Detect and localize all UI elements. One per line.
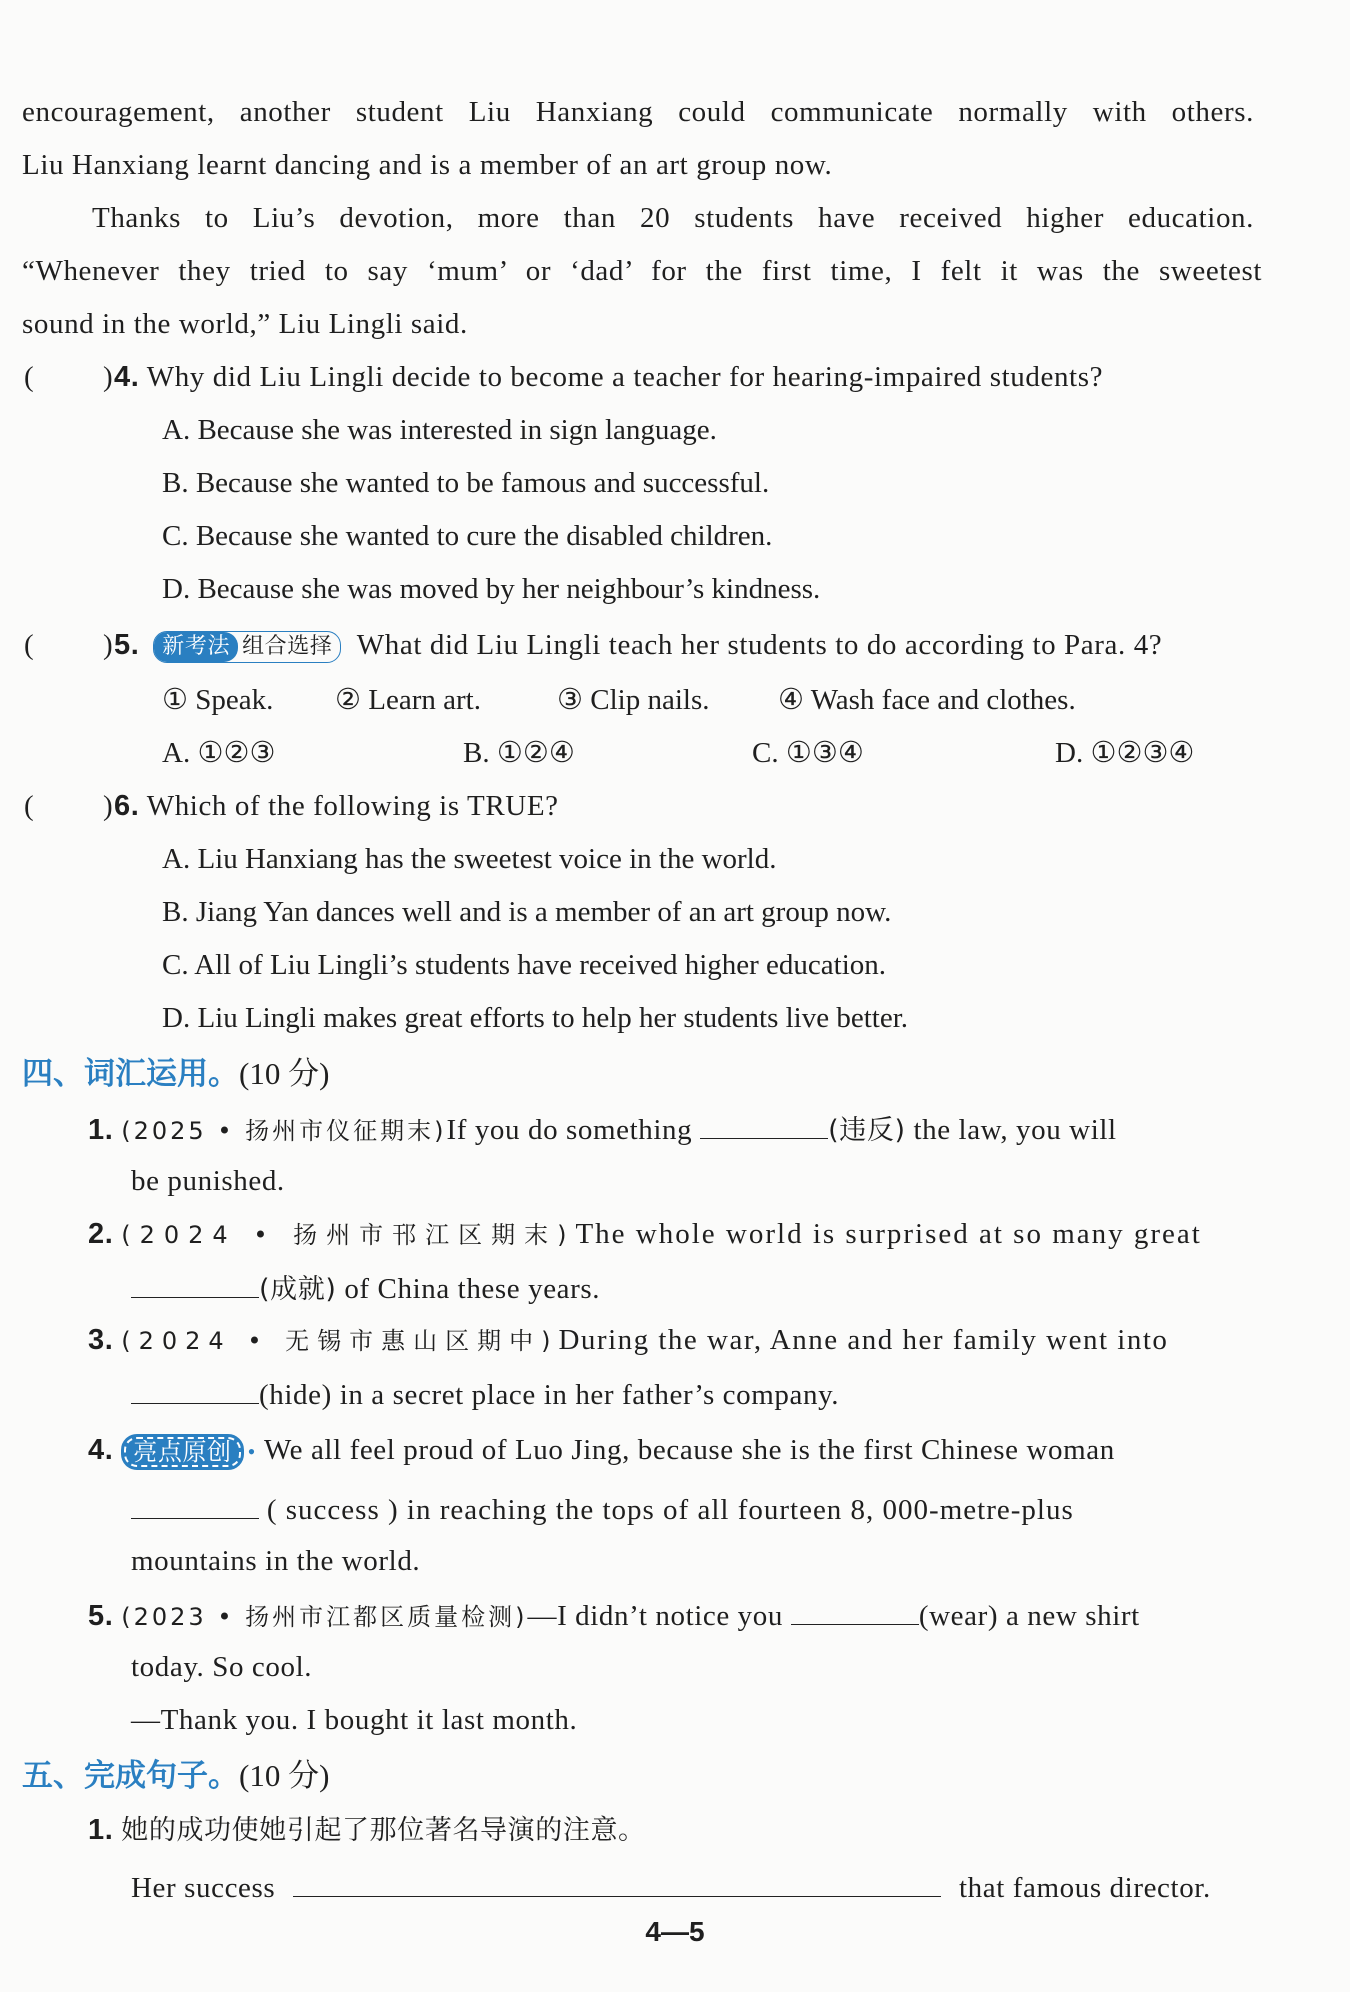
question-5 xyxy=(114,625,1162,665)
answer-blank[interactable] xyxy=(131,1373,259,1404)
item-text: the law, you will xyxy=(913,1114,1117,1146)
item-text: (hide) in a secret place in her father’s company. xyxy=(259,1379,840,1411)
item-number: 2. xyxy=(88,1218,114,1250)
item-text: of China these years. xyxy=(344,1273,601,1305)
source-label: (2023 • 扬州市江都区质量检测) xyxy=(121,1603,528,1631)
new-method-badge xyxy=(153,631,341,663)
item-text: ( success ) in reaching the tops of all fourteen 8, 000-metre-plus xyxy=(266,1494,1074,1526)
question-stem: Which of the following is TRUE? xyxy=(146,790,559,822)
answer-blank[interactable] xyxy=(131,1267,259,1298)
question-6 xyxy=(114,786,559,826)
option-a: A. ①②③ xyxy=(162,737,276,769)
vocab-item-5 xyxy=(88,1594,1140,1637)
option-b: B. Because she wanted to be famous and successful. xyxy=(162,467,770,499)
answer-paren-open: ( xyxy=(24,790,34,822)
answer-paren-close: ) xyxy=(103,790,113,822)
answer-blank[interactable] xyxy=(131,1488,259,1519)
option-d: D. Liu Lingli makes great efforts to help her students live better. xyxy=(162,1002,909,1034)
option-a: A. Liu Hanxiang has the sweetest voice in the world. xyxy=(162,843,777,875)
hint: (成就) xyxy=(259,1274,337,1305)
section-score: (10 分) xyxy=(239,1758,330,1793)
option-b: B. ①②④ xyxy=(463,737,575,769)
option-d: D. ①②③④ xyxy=(1055,737,1195,769)
item-text: Her success xyxy=(131,1872,276,1904)
vocab-item-1-cont: be punished. xyxy=(131,1165,285,1197)
badge-sub-label: 组合选择 xyxy=(242,634,333,660)
question-4 xyxy=(114,357,1103,397)
question-number: 4. xyxy=(114,361,140,393)
option-b: B. Jiang Yan dances well and is a member of an art group now. xyxy=(162,896,892,928)
answer-paren-open: ( xyxy=(24,361,34,393)
item-text: (wear) a new shirt xyxy=(918,1600,1140,1632)
page-number: 4—5 xyxy=(645,1916,705,1947)
answer-blank[interactable] xyxy=(293,1866,941,1897)
item-3: ③ Clip nails. xyxy=(557,684,710,716)
chinese-sentence: 她的成功使她引起了那位著名导演的注意。 xyxy=(121,1815,646,1846)
option-c: C. ①③④ xyxy=(752,737,864,769)
question-number: 6. xyxy=(114,790,140,822)
section-title: 五、完成句子。 xyxy=(22,1758,239,1794)
badge-dot-icon: • xyxy=(247,1439,256,1465)
item-text: that famous director. xyxy=(959,1872,1211,1904)
section-score: (10 分) xyxy=(239,1056,330,1091)
item-number: 1. xyxy=(88,1114,114,1146)
section-5-heading xyxy=(22,1756,329,1796)
question-stem: Why did Liu Lingli decide to become a teacher for hearing-impaired students? xyxy=(146,361,1104,393)
item-4: ④ Wash face and clothes. xyxy=(778,684,1076,716)
passage-line: sound in the world,” Liu Lingli said. xyxy=(22,308,468,340)
section-4-heading xyxy=(22,1054,329,1094)
vocab-item-4-cont xyxy=(131,1488,1074,1530)
item-2: ② Learn art. xyxy=(335,684,481,716)
passage-line: Thanks to Liu’s devotion, more than 20 students have received higher education. xyxy=(92,202,1254,234)
hint: (违反) xyxy=(828,1115,906,1146)
section-title: 四、词汇运用。 xyxy=(22,1056,239,1092)
answer-paren-close: ) xyxy=(103,629,113,661)
option-a: A. Because she was interested in sign language. xyxy=(162,414,717,446)
answer-blank[interactable] xyxy=(700,1108,828,1139)
item-text: We all feel proud of Luo Jing, because she is the first Chinese woman xyxy=(263,1434,1115,1466)
vocab-item-4-cont2: mountains in the world. xyxy=(131,1545,421,1577)
item-1: ① Speak. xyxy=(162,684,274,716)
vocab-item-2 xyxy=(88,1214,1202,1255)
badge-main-label: 新考法 xyxy=(154,632,238,662)
item-text: —I didn’t notice you xyxy=(527,1600,783,1632)
answer-paren-close: ) xyxy=(103,361,113,393)
original-highlight-badge: 亮点原创 xyxy=(121,1434,243,1470)
answer-paren-open: ( xyxy=(24,629,34,661)
passage-line: encouragement, another student Liu Hanxiang could communicate normally with others. xyxy=(22,96,1254,128)
item-number: 5. xyxy=(88,1600,114,1632)
item-number: 4. xyxy=(88,1434,114,1466)
passage-line: Liu Hanxiang learnt dancing and is a member of an art group now. xyxy=(22,149,833,181)
vocab-item-5-cont: today. So cool. xyxy=(131,1651,313,1683)
item-number: 3. xyxy=(88,1324,114,1356)
vocab-item-1 xyxy=(88,1108,1117,1151)
source-label: (2025 • 扬州市仪征期末) xyxy=(121,1117,447,1145)
sentence-item-1 xyxy=(88,1810,646,1851)
item-number: 1. xyxy=(88,1814,114,1846)
item-text: During the war, Anne and her family went into xyxy=(558,1324,1169,1356)
question-stem: What did Liu Lingli teach her students to do according to Para. 4? xyxy=(356,629,1163,661)
option-c: C. All of Liu Lingli’s students have received higher education. xyxy=(162,949,887,981)
vocab-item-3 xyxy=(88,1320,1168,1361)
source-label: (2024 • 扬州市邗江区期末) xyxy=(121,1221,576,1249)
option-c: C. Because she wanted to cure the disabled children. xyxy=(162,520,773,552)
vocab-item-5-cont2: —Thank you. I bought it last month. xyxy=(131,1704,578,1736)
answer-blank[interactable] xyxy=(791,1594,919,1625)
vocab-item-2-cont xyxy=(131,1267,600,1310)
question-number: 5. xyxy=(114,629,140,661)
passage-line: “Whenever they tried to say ‘mum’ or ‘dad’ for the first time, I felt it was the sweetest xyxy=(22,255,1262,287)
vocab-item-4 xyxy=(88,1430,1115,1472)
item-text: If you do something xyxy=(446,1114,693,1146)
sentence-item-1-english xyxy=(131,1866,1211,1908)
item-text: The whole world is surprised at so many great xyxy=(575,1218,1202,1250)
option-d: D. Because she was moved by her neighbour’s kindness. xyxy=(162,573,821,605)
source-label: (2024 • 无锡市惠山区期中) xyxy=(121,1327,559,1355)
vocab-item-3-cont xyxy=(131,1373,839,1415)
